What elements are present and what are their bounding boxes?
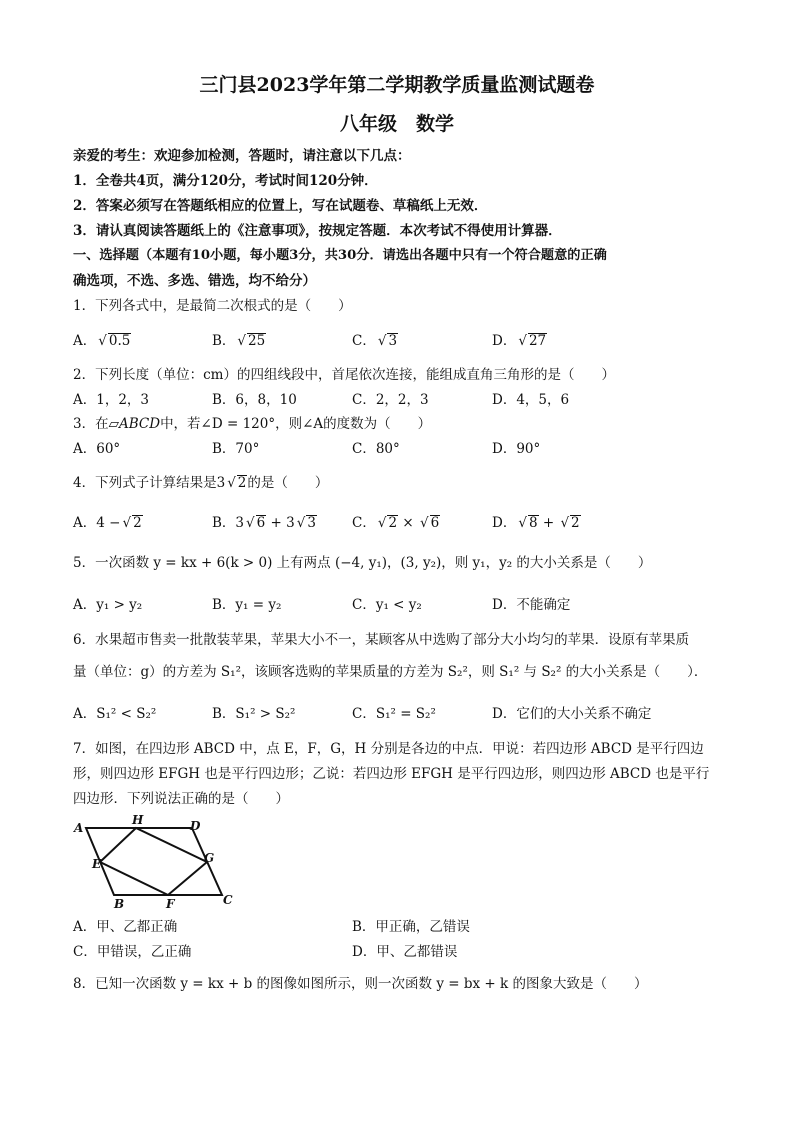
question-2-option-c: C．2，2，3 (352, 392, 429, 408)
question-7-option-d: D．甲、乙都错误 (352, 944, 458, 960)
question-7-stem-line3: 四边形．下列说法正确的是（ ） (73, 791, 289, 807)
question-3-option-a: A．60° (73, 441, 121, 457)
label-a: A (74, 821, 84, 835)
question-7-stem-line2: 形，则四边形 EFGH 也是平行四边形；乙说：若四边形 EFGH 是平行四边形，则四边形 ABCD 也是平行 (73, 766, 710, 782)
question-2-option-d: D．4，5，6 (492, 392, 570, 408)
instruction-item-2: 2．答案必须写在答题纸相应的位置上，写在试题卷、草稿纸上无效． (73, 198, 488, 214)
question-3-option-b: B．70° (212, 441, 260, 457)
question-4-option-c: C． √ 2 × √ 6 (352, 515, 440, 531)
label-e: E (92, 857, 102, 871)
question-2-stem: 2．下列长度（单位：cm）的四组线段中，首尾依次连接，能组成直角三角形的是（ ） (73, 367, 615, 383)
question-6-stem-line1: 6．水果超市售卖一批散装苹果，苹果大小不一，某顾客从中选购了部分大小均匀的苹果．设原有苹果质 (73, 632, 690, 648)
exam-subtitle: 八年级 数学 (339, 113, 454, 135)
parallelogram-symbol: ▱ABCD (108, 416, 161, 432)
question-6-option-b: B．S₁² > S₂² (212, 706, 296, 722)
question-1-option-d: D． √ 27 (492, 333, 547, 349)
label-h: H (132, 813, 144, 827)
question-7-option-c: C．甲错误，乙正确 (73, 944, 192, 960)
question-5-option-a: A．y₁ > y₂ (73, 597, 143, 613)
section-heading-line2: 确选项，不选、多选、错选，均不给分） (73, 273, 316, 289)
question-3-stem: 3．在▱ABCD中，若∠D = 120°，则∠A的度数为（ ） (73, 416, 432, 432)
label-d: D (190, 819, 201, 833)
instruction-item-1: 1．全卷共4页，满分120分，考试时间120分钟． (73, 173, 378, 189)
label-f: F (166, 897, 175, 910)
question-4-stem: 4．下列式子计算结果是3 √ 2的是（ ） (73, 475, 329, 491)
question-3-option-c: C．80° (352, 441, 400, 457)
quadrilateral-abcd (86, 828, 222, 895)
section-heading-line1: 一、选择题（本题有10小题，每小题3分，共30分．请选出各题中只有一个符合题意的正确 (73, 248, 607, 263)
quadrilateral-efgh (100, 828, 207, 895)
instruction-item-3: 3．请认真阅读答题纸上的《注意事项》，按规定答题．本次考试不得使用计算器． (73, 223, 562, 239)
question-4-option-d: D． √ 8 + √ 2 (492, 515, 580, 531)
question-5-option-d: D．不能确定 (492, 597, 571, 613)
question-3-option-d: D．90° (492, 441, 541, 457)
question-4-option-a: A．4 − √ 2 (73, 515, 142, 531)
question-6-option-a: A．S₁² < S₂² (73, 706, 157, 722)
question-4-option-b: B．3 √ 6 + 3 √ 3 (212, 515, 316, 531)
quadrilateral-figure (70, 810, 250, 910)
question-7-stem-line1: 7．如图，在四边形 ABCD 中，点 E，F，G，H 分别是各边的中点．甲说：若四边形 ABCD 是平行四边 (73, 741, 704, 757)
label-g: G (204, 851, 215, 865)
question-1-option-c: C． √ 3 (352, 333, 398, 349)
question-6-option-d: D．它们的大小关系不确定 (492, 706, 652, 722)
question-5-stem: 5．一次函数 y = kx + 6(k > 0) 上有两点 (−4, y₁)，(3, y₂)，则 y₁，y₂ 的大小关系是（ ） (73, 555, 652, 571)
question-7-option-a: A．甲、乙都正确 (73, 919, 178, 935)
exam-title: 三门县2023学年第二学期教学质量监测试题卷 (199, 74, 595, 96)
question-1-stem: 1．下列各式中，是最简二次根式的是（ ） (73, 298, 352, 314)
question-1-option-b: B． √ 25 (212, 333, 266, 349)
question-5-option-c: C．y₁ < y₂ (352, 597, 422, 613)
question-2-option-b: B．6，8，10 (212, 392, 297, 408)
question-6-option-c: C．S₁² = S₂² (352, 706, 436, 722)
instructions-intro: 亲爱的考生：欢迎参加检测，答题时，请注意以下几点： (73, 148, 411, 164)
question-8-stem: 8．已知一次函数 y = kx + b 的图像如图所示，则一次函数 y = bx + k 的图象大致是（ ） (73, 976, 648, 992)
label-b: B (114, 897, 125, 910)
question-2-option-a: A．1，2，3 (73, 392, 150, 408)
label-c: C (223, 893, 233, 907)
question-5-option-b: B．y₁ = y₂ (212, 597, 282, 613)
question-1-option-a: A． √ 0.5 (73, 333, 131, 349)
question-6-stem-line2: 量（单位：g）的方差为 S₁²，该顾客选购的苹果质量的方差为 S₂²，则 S₁² 与 S₂² 的大小关系是（ ）． (73, 664, 708, 680)
question-7-option-b: B．甲正确，乙错误 (352, 919, 470, 935)
